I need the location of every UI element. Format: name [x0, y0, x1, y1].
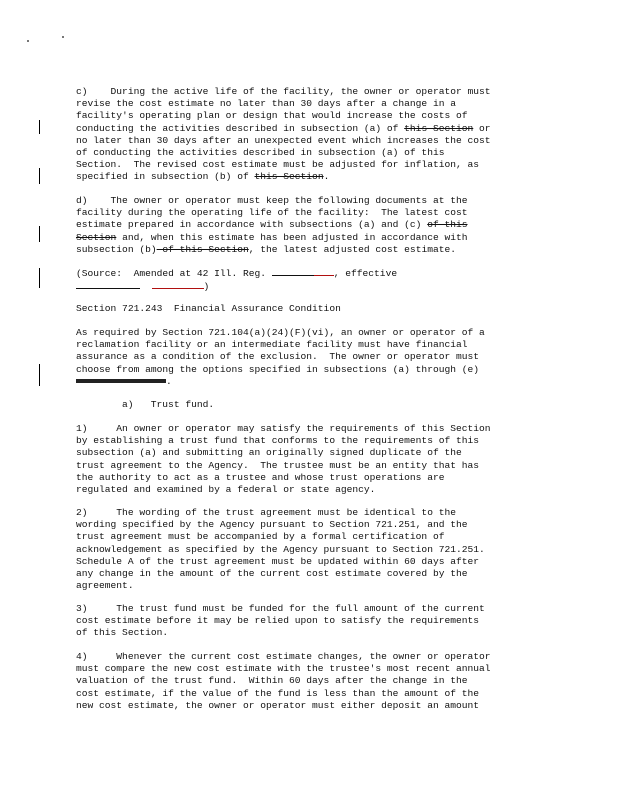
item-4 — [76, 651, 546, 712]
text-line: by establishing a trust fund that conforms to the requirements of this — [76, 435, 480, 447]
struck-text: this Section — [404, 122, 474, 134]
revision-bar — [39, 120, 40, 134]
text-line: agreement. — [76, 580, 134, 592]
text-line: regulated and examined by a federal or state agency. — [76, 484, 376, 496]
item-2 — [76, 507, 546, 592]
struck-text: this Section — [254, 171, 324, 183]
item-1 — [76, 423, 546, 496]
blank-date-insert — [152, 288, 204, 289]
paragraph-c — [76, 86, 546, 184]
subsection-title: a) Trust fund. — [122, 399, 215, 410]
text-line: new cost estimate, the owner or operator must either deposit an amount — [76, 699, 480, 711]
text-line: 1) An owner or operator may satisfy the requirements of this Section — [76, 423, 491, 434]
struck-text: of this — [427, 219, 468, 231]
struck-text: of this Section — [156, 243, 249, 255]
text-line: c) During the active life of the facility, the owner or operator must — [76, 86, 491, 97]
blank-volume — [272, 267, 314, 276]
text-line: any change in the amount of the current cost estimate covered by the — [76, 568, 468, 580]
struck-text: Section — [76, 231, 117, 243]
text-line: . — [323, 171, 330, 183]
blank-date — [76, 280, 140, 289]
text-line: wording specified by the Agency pursuant to Section 721.251, and the — [76, 519, 468, 531]
text-line: and, when this estimate has been adjusted in accordance with — [116, 231, 468, 243]
text-line: assurance as a condition of the exclusion. The owner or operator must — [76, 351, 480, 363]
text-line: . — [166, 375, 172, 387]
text-line: d) The owner or operator must keep the following documents at the — [76, 195, 468, 206]
text-line: 2) The wording of the trust agreement must be identical to the — [76, 507, 456, 518]
text-line: Schedule A of the trust agreement must be updated within 60 days after — [76, 555, 480, 567]
text-line: must compare the new cost estimate with the trustee's most recent annual — [76, 663, 491, 675]
paragraph-d — [76, 195, 546, 256]
text-line: of this Section. — [76, 627, 169, 639]
item-3 — [76, 603, 546, 640]
revision-bar — [39, 226, 40, 242]
source-text: , effective — [333, 268, 398, 279]
text-line: subsection (b) — [76, 243, 157, 255]
text-line: 3) The trust fund must be funded for the full amount of the current — [76, 603, 485, 614]
text-line: acknowledgement as specified by the Agency pursuant to Section 721.251. — [76, 543, 485, 555]
source-text: (Source: Amended at 42 Ill. Reg. — [76, 268, 272, 279]
deleted-text-redaction — [76, 379, 166, 383]
text-line: trust agreement to the Agency. The trustee must be an entity that has — [76, 459, 480, 471]
text-line: no later than 30 days after an unexpected event which increases the cost — [76, 134, 491, 146]
text-line: of conducting the activities described in subsection (a) of this — [76, 147, 445, 159]
text-line: subsection (a) and submitting an originally signed duplicate of the — [76, 447, 462, 459]
section-heading — [76, 303, 546, 315]
text-line: specified in subsection (b) of — [76, 171, 255, 183]
intro-paragraph — [76, 327, 546, 388]
text-line: revise the cost estimate no later than 30 days after a change in a — [76, 98, 456, 110]
text-line: , the latest adjusted cost estimate. — [248, 243, 456, 255]
revision-bar — [39, 268, 40, 288]
text-line: 4) Whenever the current cost estimate changes, the owner or operator — [76, 651, 491, 662]
text-line: cost estimate before it may be relied upon to satisfy the requirements — [76, 615, 480, 627]
subsection-a-title — [122, 399, 542, 411]
text-line: estimate prepared in accordance with subsections (a) and (c) — [76, 219, 428, 231]
text-line: As required by Section 721.104(a)(24)(F)(vi), an owner or operator of a — [76, 327, 485, 338]
scan-speck — [62, 36, 64, 38]
revision-bar — [39, 364, 40, 386]
text-line: choose from among the options specified in subsections (a) through (e) — [76, 363, 480, 375]
text-line: Section. The revised cost estimate must be adjusted for inflation, as — [76, 159, 480, 171]
text-line: conducting the activities described in subsection (a) of — [76, 122, 405, 134]
source-text: ) — [203, 281, 210, 293]
scan-speck — [27, 40, 29, 42]
text-line: valuation of the trust fund. Within 60 days after the change in the — [76, 675, 468, 687]
text-line: facility's operating plan or design that would increase the costs of — [76, 110, 468, 122]
text-line: or — [473, 122, 491, 134]
text-line: the authority to act as a trustee and whose trust operations are — [76, 471, 445, 483]
text-line: trust agreement must be accompanied by a formal certification of — [76, 531, 445, 543]
text-line: facility during the operating life of the facility: The latest cost — [76, 207, 468, 219]
source-note — [76, 267, 546, 293]
text-line: cost estimate, if the value of the fund is less than the amount of the — [76, 687, 480, 699]
page-title: Section 721.243 Financial Assurance Condition — [76, 303, 341, 314]
revision-bar — [39, 168, 40, 184]
text-line: reclamation facility or an intermediate facility must have financial — [76, 339, 468, 351]
blank-page — [314, 275, 334, 276]
